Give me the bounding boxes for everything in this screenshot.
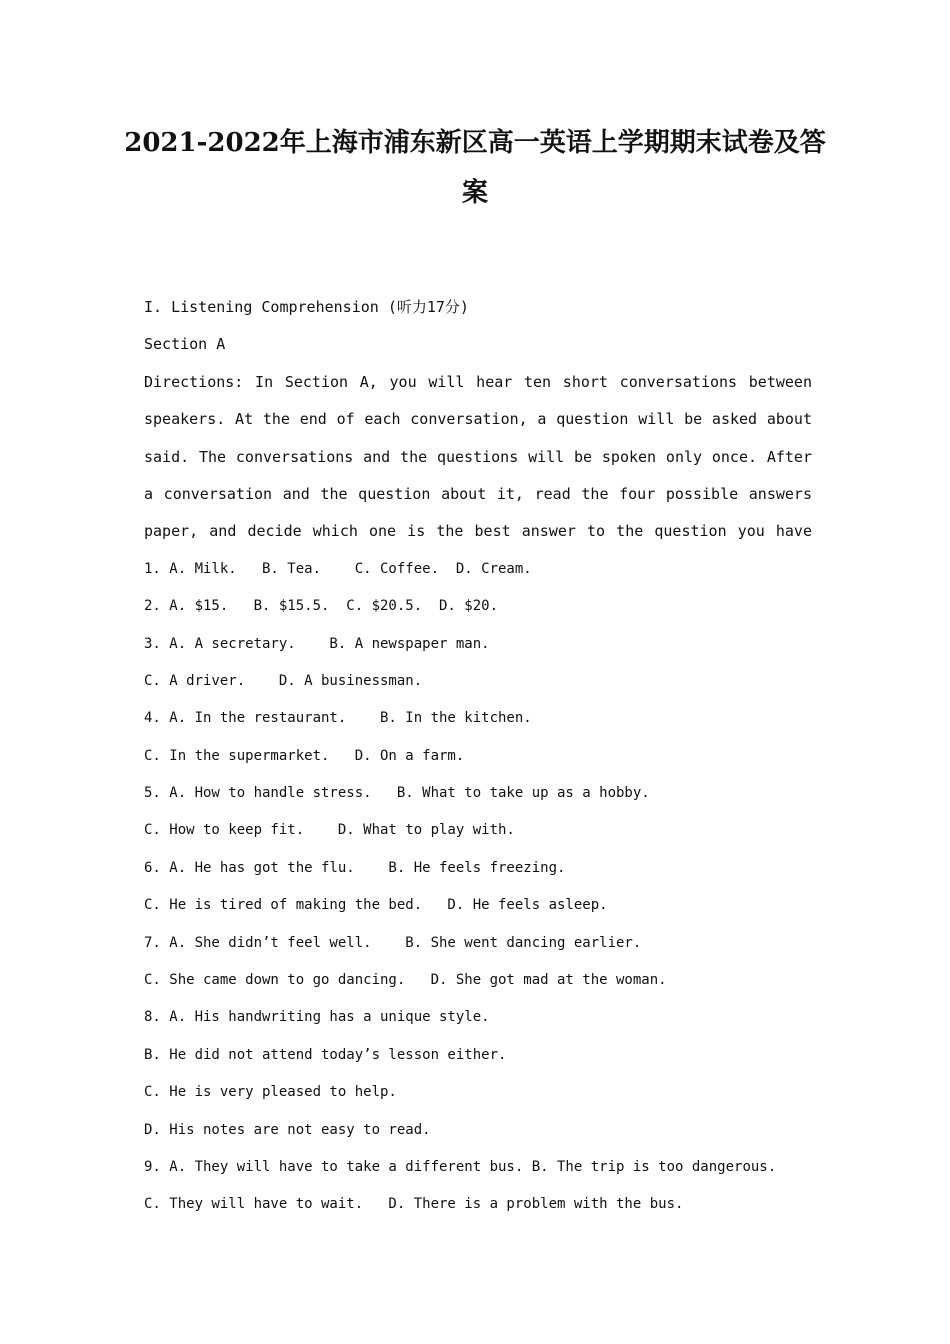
question-line: C. A driver. D. A businessman. — [144, 672, 423, 689]
question-line: C. She came down to go dancing. D. She got mad at the woman. — [144, 972, 667, 989]
question-line: C. He is tired of making the bed. D. He feels asleep. — [144, 897, 608, 914]
question-line: 5. A. How to handle stress. B. What to take up as a hobby. — [144, 785, 650, 802]
directions-line: Directions: In Section A, you will hear ten short conversations between — [144, 372, 812, 391]
question-line: 2. A. $15. B. $15.5. C. $20.5. D. $20. — [144, 598, 499, 615]
directions-line: a conversation and the question about it, read the four possible answers — [144, 484, 812, 503]
question-line: C. In the supermarket. D. On a farm. — [144, 747, 465, 764]
question-line: 8. A. His handwriting has a unique style. — [144, 1009, 490, 1026]
part-heading: I. Listening Comprehension (听力17分) — [144, 298, 469, 316]
question-line: 6. A. He has got the flu. B. He feels freezing. — [144, 859, 566, 876]
directions-line: said. The conversations and the questions will be spoken only once. After — [144, 447, 812, 466]
question-line: C. How to keep fit. D. What to play with. — [144, 822, 515, 839]
directions-line: speakers. At the end of each conversation, a question will be asked about — [144, 410, 812, 429]
document-title: 2021-2022年上海市浦东新区高一英语上学期期末试卷及答案 — [124, 128, 826, 208]
directions-line: paper, and decide which one is the best answer to the question you have — [144, 522, 812, 541]
question-line: 1. A. Milk. B. Tea. C. Coffee. D. Cream. — [144, 560, 532, 577]
directions-paragraph — [144, 364, 812, 551]
question-list — [144, 551, 812, 1224]
section-heading: Section A — [144, 335, 226, 354]
question-line: 7. A. She didn’t feel well. B. She went dancing earlier. — [144, 934, 642, 951]
question-line: B. He did not attend today’s lesson either. — [144, 1046, 507, 1063]
question-line: C. They will have to wait. D. There is a problem with the bus. — [144, 1196, 684, 1213]
question-line: D. His notes are not easy to read. — [144, 1121, 431, 1138]
question-line: 3. A. A secretary. B. A newspaper man. — [144, 635, 490, 652]
question-line: 9. A. They will have to take a different bus. B. The trip is too dangerous. — [144, 1158, 777, 1175]
document-body — [144, 289, 812, 1224]
question-line: C. He is very pleased to help. — [144, 1084, 397, 1101]
question-line: 4. A. In the restaurant. B. In the kitchen. — [144, 710, 532, 727]
